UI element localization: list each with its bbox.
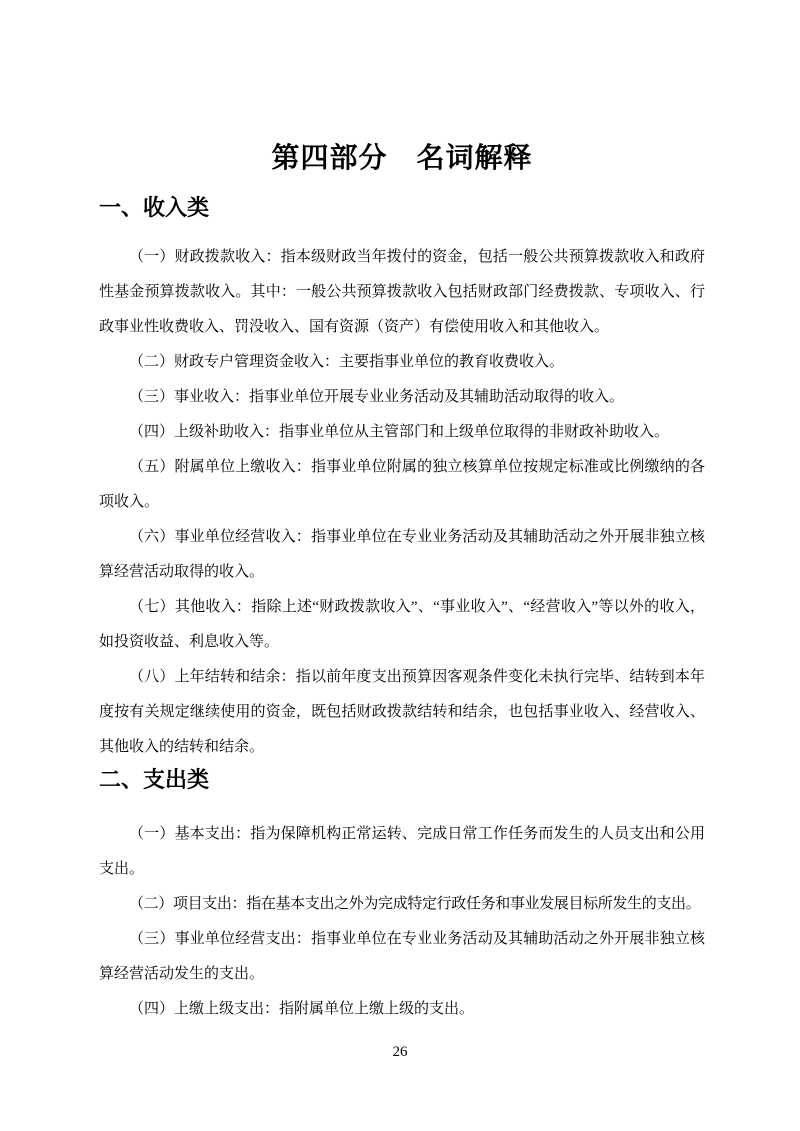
section-expense-body <box>99 817 705 1027</box>
section-heading-expense: 二、支出类 <box>99 767 210 792</box>
paragraph-income-1: （一）财政拨款收入：指本级财政当年拨付的资金，包括一般公共预算拨款收入和政府性基金预算拨款收入。其中：一般公共预算拨款收入包括财政部门经费拨款、专项收入、行政事业性收费收入、罚没收入、国有资源（资产）有偿使用收入和其他收入。 <box>99 249 705 335</box>
section-income-body <box>99 240 705 765</box>
paragraph-income-5: （五）附属单位上缴收入：指事业单位附属的独立核算单位按规定标准或比例缴纳的各项收入。 <box>99 459 705 510</box>
paragraph-expense-2: （二）项目支出：指在基本支出之外为完成特定行政任务和事业发展目标所发生的支出。 <box>129 896 701 912</box>
paragraph-income-3: （三）事业收入：指事业单位开展专业业务活动及其辅助活动取得的收入。 <box>129 389 625 405</box>
paragraph-income-7: （七）其他收入：指除上述“财政拨款收入”、“事业收入”、“经营收入”等以外的收入，如投资收益、利息收入等。 <box>99 599 705 650</box>
page-number: 26 <box>392 1044 408 1060</box>
paragraph-expense-4: （四）上缴上级支出：指附属单位上缴上级的支出。 <box>129 1001 475 1017</box>
page-content <box>0 145 800 1027</box>
page-title: 第四部分 名词解释 <box>271 143 533 174</box>
paragraph-income-8: （八）上年结转和结余：指以前年度支出预算因客观条件变化未执行完毕、结转到本年度按有关规定继续使用的资金，既包括财政拨款结转和结余，也包括事业收入、经营收入、其他收入的结转和结余。 <box>99 669 705 755</box>
paragraph-income-2: （二）财政专户管理资金收入：主要指事业单位的教育收费收入。 <box>129 354 565 370</box>
section-heading-income: 一、收入类 <box>99 195 210 220</box>
section-expense <box>99 769 705 1027</box>
paragraph-income-6: （六）事业单位经营收入：指事业单位在专业业务活动及其辅助活动之外开展非独立核算经营活动取得的收入。 <box>99 529 705 580</box>
paragraph-income-4: （四）上级补助收入：指事业单位从主管部门和上级单位取得的非财政补助收入。 <box>129 424 670 440</box>
paragraph-expense-3: （三）事业单位经营支出：指事业单位在专业业务活动及其辅助活动之外开展非独立核算经营活动发生的支出。 <box>99 931 705 982</box>
section-income <box>99 197 705 765</box>
paragraph-expense-1: （一）基本支出：指为保障机构正常运转、完成日常工作任务而发生的人员支出和公用支出。 <box>99 826 705 877</box>
